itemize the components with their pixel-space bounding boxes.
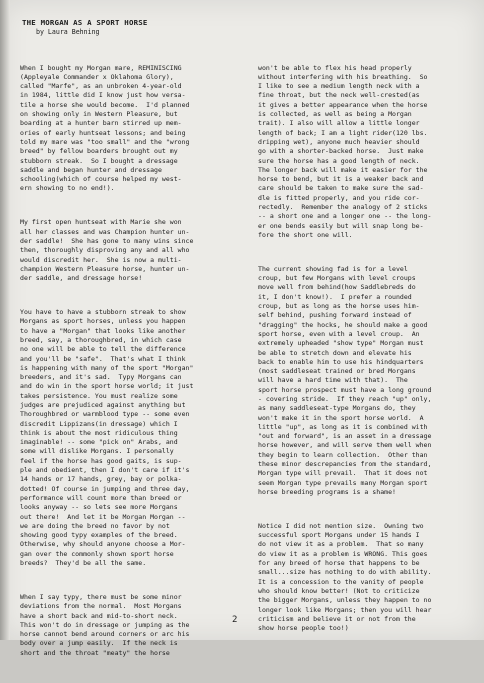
paragraph: You have to have a stubborn streak to show Morgans as sport horses, unless you happen to have a "Morgan" that looks like another breed, say, a thoroughbred, in which case no one will be able to tell the difference and you'll be "safe". That's what I think is happening with many of the sport "Morgan" breeders, and it's sad. Typy Morgans can and do win in the sport horse world; it just takes persistence. You must realize some judges are prejudiced against anything but Thoroughbred or warmblood type -- some even discredit Lippizans(in dressage) which I think is about the most ridiculous thing imaginable! -- some "pick on" Arabs, and some will dislike Morgans. I personally feel if the horse has good gaits, is sup- ple and obedient, then I don't care if it's 14 hands or 17 hands, grey, bay or polka- dotted! Of course in jumping and three day, performance will count more than breed or looks anyway -- so lets see more Morgans out there! And let it be Morgan Morgan -- we are doing the breed no favor by not showing good typy examples of the breed. Otherwise, why should anyone choose a Mor- gan over the commonly shown sport horse breeds? They'd be all the same. [20,308,194,568]
paragraph: When I bought my Morgan mare, REMINISCING (Appleyale Commander x Oklahoma Glory), called "Marfe", as an unbroken 4-year-old in 1984, little did I know just how versa- tile a horse she would become. I'd planned on showing only in Western Pleasure, but boarding at a hunter barn stirred up mem- ories of early huntseat lessons; and being told my mare was "too small" and the "wrong breed" by fellow boarders brought out my stubborn streak. So I bought a dressage saddle and began hunter and dressage schooling(which of course helped my west- ern showing to no end!). [20,63,190,193]
paragraph: When I say typy, there must be some minor deviations from the normal. Most Morgans have a short back and mid-to-short neck. This won't do in dressage or jumping as the horse cannot bend around corners or arc his body over a jump easily. If the neck is short and the throat "meaty" the horse [20,592,190,657]
page-number: 2 [232,615,238,625]
paragraph: won't be able to flex his head properly without interfering with his breathing. So I like to see a medium length neck with a fine throat, but the neck well-crested(as it gives a better appearance when the horse is collected, as well as being a Morgan trait). I also will allow a little longer length of back; I am a light rider(120 lbs. dripping wet), anyone much heavier should go with a shorter-backed horse. Just make sure the horse has a good length of neck. The longer back will make it easier for the horse to bend, but it is a weaker back and care should be taken to make sure the sad- dle is fitted properly, and you ride cor- rectedly. Remember the analogy of 2 sticks -- a short one and a longer one -- the long- er one bends easily but will snap long be- fore the short one will. [258,63,432,239]
paragraph: Notice I did not mention size. Owning two successful sport Morgans under 15 hands I do not view it as a problem. That so many do view it as a problem is WRONG. This goes for any breed of horse that happens to be small...size has nothing to do with ability. It is a concession to the vanity of people who should know better! (Not to criticize the bigger Morgans, unless they happen to no longer look like Morgans; then you will hear criticism and believe it or not from the show horse people too!) [258,521,432,633]
article-byline: by Laura Behning [36,28,100,36]
right-column [258,45,480,658]
article-title: THE MORGAN AS A SPORT HORSE [22,18,148,27]
binding-edge [0,0,10,640]
paragraph: The current showing fad is for a level croup, but few Morgans with level croups move well from behind(how Saddlebreds do it, I don't know!). I prefer a rounded croup, but as long as the horse uses him- self behind, pushing forward instead of "dragging" the hocks, he should make a good sport horse, even with a level croup. An extremely upheaded "show type" Morgan must be able to stretch down and elevate his back to enable him to use his hindquarters (most saddleseat trained or bred Morgans will have a hard time with that). The sport horse prospect must have a long ground - covering stride. If they reach "up" only, as many saddleseat-type Morgans do, they won't make it in the sport horse world. A little "up", as long as it is combined with "out and forward", is an asset in a dressage horse however, and will serve them well when they begin to learn collection. Other than these minor descrepancies from the standard, Morgan type will prevail. That it does not seem Morgan type prevails many Morgan sport horse breeding programs is a shame! [258,264,432,496]
paragraph: My first open huntseat with Marie she won all her classes and was Champion hunter un- der saddle! She has gone to many wins since then, thoroughly disproving any and all who would discredit her. She is now a multi- champion Western Pleasure horse, hunter un- der saddle, and dressage horse! [20,218,194,283]
left-column [20,45,248,683]
